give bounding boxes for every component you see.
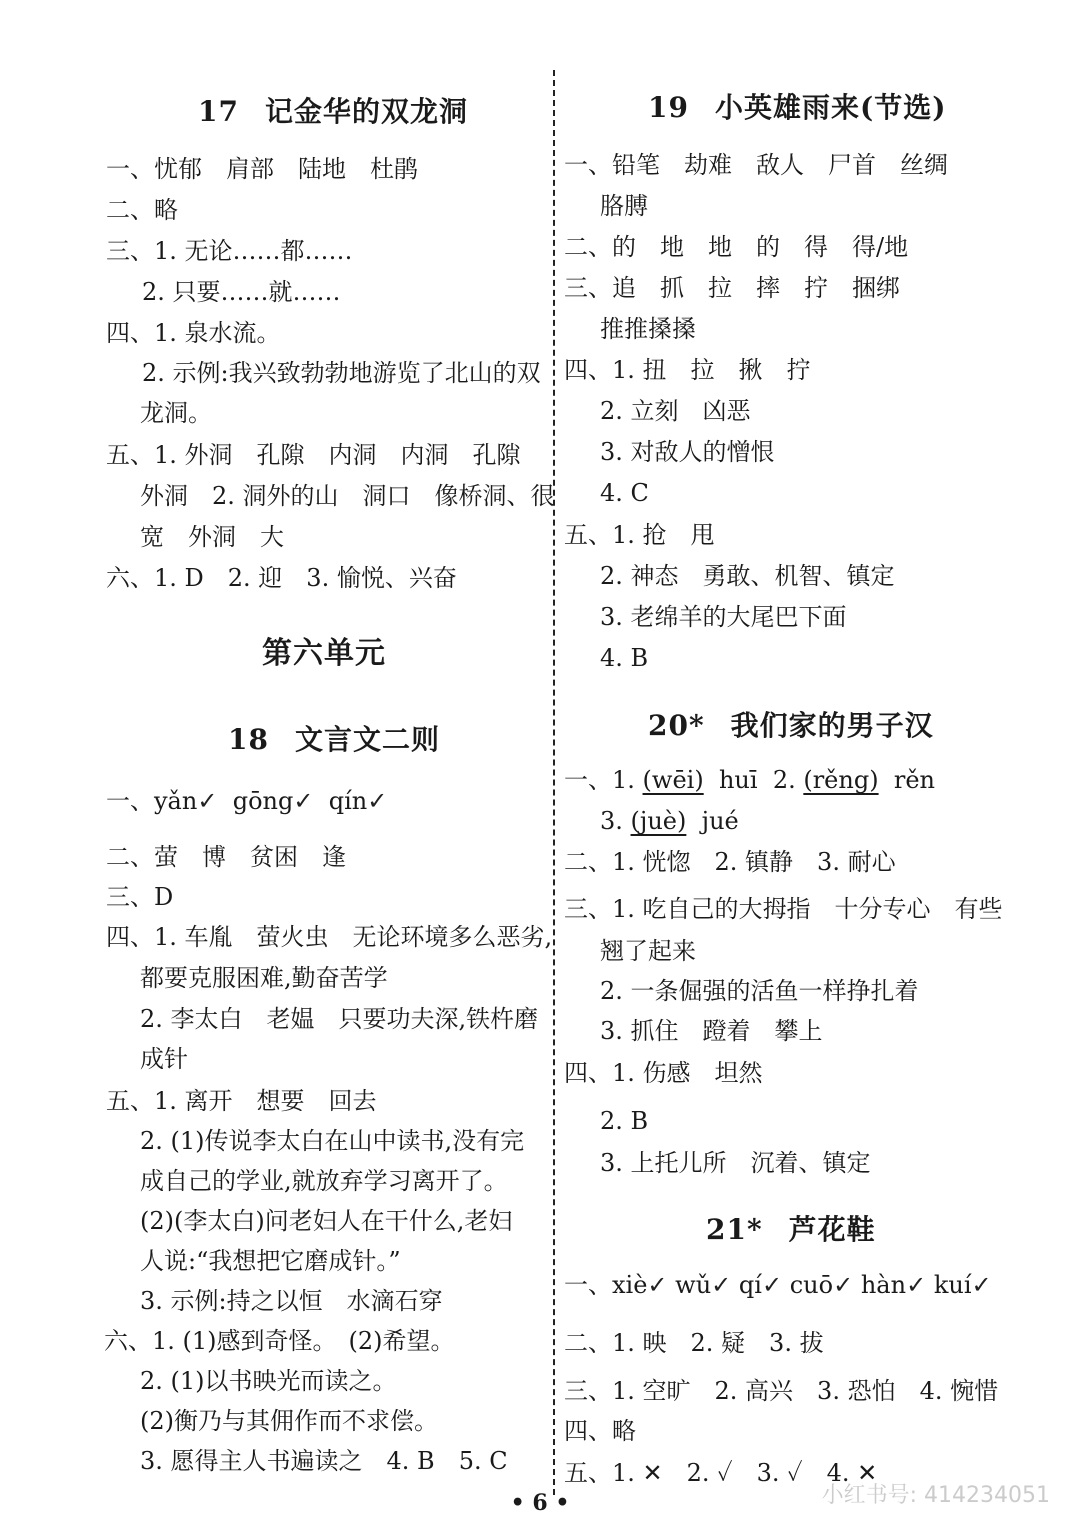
section-title-text: 芦花鞋	[788, 1213, 876, 1246]
section-18-title	[228, 718, 440, 758]
section-title-text: 记金华的双龙洞	[264, 95, 468, 128]
answer-line: 五、1. 外洞 孔隙 内洞 内洞 孔隙	[106, 441, 521, 469]
section-number: 17	[198, 95, 239, 128]
answer-line: 三、1. 无论……都……	[106, 237, 353, 265]
answer-line: 2. B	[600, 1107, 649, 1135]
underlined-pinyin: (wēi)	[642, 766, 704, 794]
pinyin-word: huī	[718, 766, 758, 794]
answer-line: 二、1. 恍惚 2. 镇静 3. 耐心	[564, 848, 896, 876]
answer-line: 推推搡搡	[600, 315, 696, 343]
answer-line: 二、略	[106, 196, 178, 224]
answer-line: 人说:“我想把它磨成针。”	[140, 1247, 401, 1275]
answer-line: 三、1. 吃自己的大拇指 十分专心 有些	[564, 895, 1003, 923]
answer-line: 4. B	[600, 644, 649, 672]
answer-line: 三、D	[106, 883, 174, 911]
check-mark-icon: ✓	[293, 787, 314, 815]
check-mark-icon: ✓	[367, 787, 388, 815]
pinyin-word: yǎn	[154, 787, 198, 815]
check-mark-icon: ✓	[647, 1271, 668, 1299]
answer-line: 二、的 地 地 的 得 得/地	[564, 233, 909, 261]
section-title-text: 小英雄雨来(节选)	[714, 91, 947, 124]
check-mark-icon: ✓	[761, 1271, 783, 1299]
answer-line: 3. 愿得主人书遍读之 4. B 5. C	[140, 1447, 508, 1475]
item-prefix: 3.	[600, 807, 631, 835]
underlined-pinyin: (rěng)	[803, 766, 879, 794]
check-mark-icon: ✓	[833, 1271, 854, 1299]
answer-line: 四、1. 泉水流。	[106, 319, 281, 347]
answer-line: 二、1. 映 2. 疑 3. 拔	[564, 1329, 824, 1357]
answer-line: 成针	[140, 1045, 188, 1073]
answer-line: 三、追 抓 拉 摔 拧 捆绑	[564, 274, 900, 302]
section-21-title	[706, 1208, 876, 1248]
pinyin-word: qín	[328, 787, 368, 815]
section-number: 20*	[648, 709, 705, 742]
answer-line: 五、1. ✕ 2. ✓ 3. ✓ 4. ✕	[564, 1459, 878, 1487]
pinyin-word: jué	[701, 807, 739, 835]
item-prefix: 2.	[772, 766, 804, 794]
answer-line: 2. 一条倔强的活鱼一样挣扎着	[600, 977, 919, 1005]
pinyin-word: kuí	[933, 1271, 972, 1299]
answer-line: 外洞 2. 洞外的山 洞口 像桥洞、很	[140, 482, 555, 510]
pinyin-word: rěn	[893, 766, 935, 794]
check-mark-icon: ✓	[197, 787, 218, 815]
answer-line: 3. 抓住 蹬着 攀上	[600, 1017, 823, 1045]
answer-line: 翘了起来	[600, 937, 696, 965]
underlined-pinyin: (juè)	[630, 807, 687, 835]
section-number: 19	[648, 91, 689, 124]
answer-line: 3. 对敌人的憎恨	[600, 438, 775, 466]
answer-line: 3. 老绵羊的大尾巴下面	[600, 603, 847, 631]
item-prefix: 一、	[564, 1271, 612, 1299]
answer-line: 2. 李太白 老媪 只要功夫深,铁杵磨	[140, 1005, 539, 1033]
answer-line: 六、1. D 2. 迎 3. 愉悦、兴奋	[106, 564, 457, 592]
answer-line: 胳膊	[600, 192, 648, 220]
pinyin-word: gōng	[232, 787, 294, 815]
answer-line: 四、1. 扭 拉 揪 拧	[564, 356, 811, 384]
section-number: 18	[228, 723, 269, 756]
check-mark-icon: ✓	[971, 1271, 992, 1299]
answer-line: 3. 上托儿所 沉着、镇定	[600, 1149, 871, 1177]
pinyin-word: qí	[738, 1271, 762, 1299]
column-divider	[553, 70, 555, 1495]
answer-line: 四、1. 车胤 萤火虫 无论环境多么恶劣,	[106, 923, 553, 951]
answer-line: 都要克服困难,勤奋苦学	[140, 964, 388, 992]
answer-line: 三、1. 空旷 2. 高兴 3. 恐怕 4. 惋惜	[564, 1377, 999, 1405]
answer-line: 五、1. 抢 甩	[564, 521, 715, 549]
answer-line: 2. 神态 勇敢、机智、镇定	[600, 562, 895, 590]
answer-line: 成自己的学业,就放弃学习离开了。	[140, 1167, 508, 1195]
answer-line: 4. C	[600, 479, 649, 507]
watermark: 小红书号: 414234051	[821, 1483, 1050, 1508]
pinyin-line	[564, 1270, 992, 1300]
section-20-title	[648, 704, 934, 744]
section-title-text: 我们家的男子汉	[730, 709, 934, 742]
answer-line: 六、1. (1)感到奇怪。 (2)希望。	[104, 1327, 455, 1355]
check-mark-icon: ✓	[711, 1271, 732, 1299]
answer-line: 一、铅笔 劫难 敌人 尸首 丝绸	[564, 151, 948, 179]
answer-line: 五、1. 离开 想要 回去	[106, 1087, 377, 1115]
answer-line: 3. 示例:持之以恒 水滴石穿	[140, 1287, 443, 1315]
item-prefix: 一、1.	[564, 766, 643, 794]
answer-line: 一、忧郁 肩部 陆地 杜鹃	[106, 155, 418, 183]
pinyin-correction-line	[600, 806, 739, 836]
answer-line: 二、萤 博 贫困 逢	[106, 843, 346, 871]
answer-line: (2)(李太白)问老妇人在干什么,老妇	[140, 1207, 513, 1235]
answer-line: (2)衡乃与其佣作而不求偿。	[140, 1407, 438, 1435]
answer-line: 宽 外洞 大	[140, 523, 284, 551]
page-number: • 6 •	[510, 1490, 570, 1516]
section-19-title	[648, 86, 946, 126]
item-prefix: 一、	[106, 787, 154, 815]
answer-line: 四、1. 伤感 坦然	[564, 1059, 763, 1087]
section-title-text: 文言文二则	[294, 723, 440, 756]
pinyin-word: xiè	[612, 1271, 648, 1299]
answer-line: 2. (1)以书映光而读之。	[140, 1367, 397, 1395]
unit-title: 第六单元	[262, 636, 386, 671]
answer-line: 四、略	[564, 1417, 636, 1445]
answer-line: 2. 只要……就……	[142, 278, 341, 306]
answer-line: 2. 立刻 凶恶	[600, 397, 751, 425]
answer-line: 2. (1)传说李太白在山中读书,没有完	[140, 1127, 525, 1155]
section-number: 21*	[706, 1213, 763, 1246]
check-mark-icon: ✓	[906, 1271, 927, 1299]
pinyin-word: wǔ	[675, 1271, 712, 1299]
section-17-title	[198, 90, 468, 130]
pinyin-line	[106, 786, 387, 816]
pinyin-correction-line	[564, 765, 935, 795]
answer-line: 龙洞。	[140, 399, 212, 427]
pinyin-word: hàn	[860, 1271, 907, 1299]
pinyin-word: cuō	[789, 1271, 834, 1299]
answer-line: 2. 示例:我兴致勃勃地游览了北山的双	[142, 359, 541, 387]
